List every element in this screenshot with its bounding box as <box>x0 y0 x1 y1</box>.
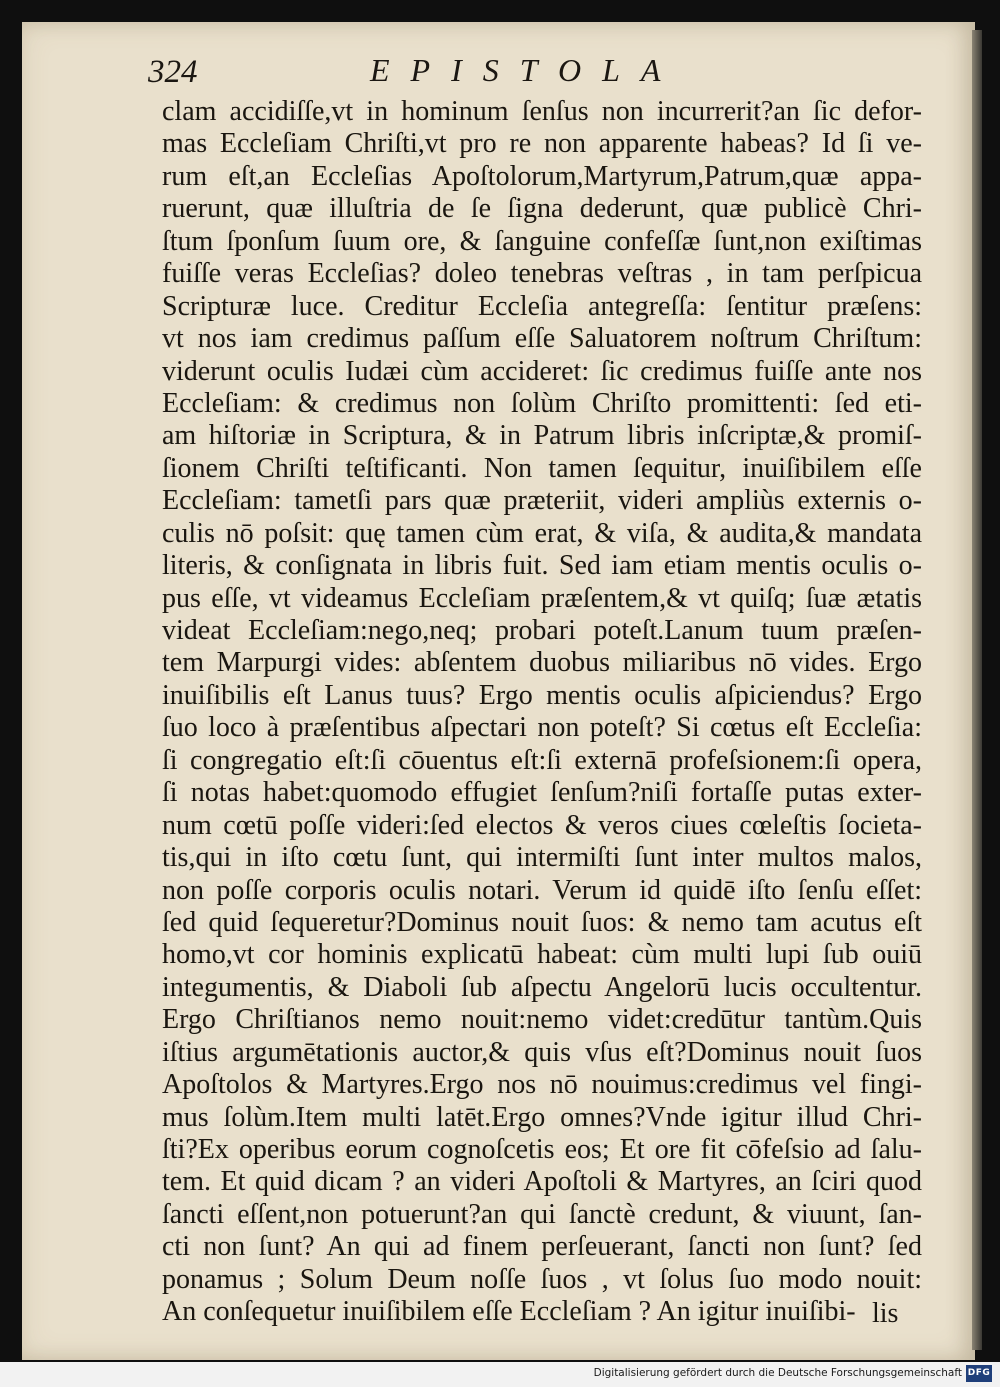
text-line: ſed quid ſequeretur?Dominus nouit ſuos: & nemo tam acutus eſt <box>162 906 922 938</box>
footer-bar <box>0 1362 1000 1387</box>
catchword: lis <box>872 1298 899 1329</box>
text-line: Scripturæ luce. Creditur Eccleſia antegreſſa: ſentitur præſens: <box>162 290 922 322</box>
text-line: rum eſt,an Eccleſias Apoſtolorum,Martyrum,Patrum,quæ appa- <box>162 160 922 192</box>
text-line: ruerunt, quæ illuſtria de ſe ſigna dederunt, quæ publicè Chri- <box>162 193 922 225</box>
text-line: clam accidiſſe,vt in hominum ſenſus non incurrerit?an ſic defor- <box>162 96 922 127</box>
text-line: ſuo loco à præſentibus aſpectari non poteſt? Si cœtus eſt Eccleſia: <box>162 712 922 744</box>
dfg-logo-icon: DFG <box>966 1365 992 1382</box>
text-line: culis nō poſsit: quę tamen cùm erat, & viſa, & audita,& mandata <box>162 517 922 549</box>
text-line: tem Marpurgi vides: abſentem duobus miliaribus nō vides. Ergo <box>162 647 922 679</box>
footer-credit: Digitalisierung gefördert durch die Deutsche Forschungsgemeinschaft <box>593 1367 962 1379</box>
text-line: num cœtū poſſe videri:ſed electos & veros ciues cœleſtis ſocieta- <box>162 809 922 841</box>
text-line: ſionem Chriſti teſtificanti. Non tamen ſequitur, inuiſibilem eſſe <box>162 452 922 484</box>
text-line: ſi congregatio eſt:ſi cōuentus eſt:ſi externā profeſsionem:ſi opera, <box>162 744 922 776</box>
text-line: iſtius argumētationis auctor,& quis vſus eſt?Dominus nouit ſuos <box>162 1036 922 1068</box>
text-line: inuiſibilis eſt Lanus tuus? Ergo mentis oculis aſpiciendus? Ergo <box>162 679 922 711</box>
running-title: EPISTOLA <box>370 52 682 88</box>
text-line: videat Eccleſiam:nego,neq; probari poteſt.Lanum tuum præſen- <box>162 615 922 646</box>
text-line: am hiſtoriæ in Scriptura, & in Patrum libris inſcriptæ,& promiſ- <box>162 420 922 452</box>
text-line: viderunt oculis Iudæi cùm accideret: ſic credimus fuiſſe ante nos <box>162 355 922 387</box>
text-line: literis, & conſignata in libris fuit. Sed iam etiam mentis oculis o- <box>162 550 922 582</box>
text-line: ſti?Ex operibus eorum cognoſcetis eos; Et ore fit cōfeſsio ad ſalu- <box>162 1134 922 1165</box>
text-line: mas Eccleſiam Chriſti,vt pro re non apparente habeas? Id ſi ve- <box>162 128 922 160</box>
text-line: homo,vt cor hominis explicatū habeat: cùm multi lupi ſub ouiū <box>162 939 922 971</box>
text-line: vt nos iam credimus paſſum eſſe Saluatorem noſtrum Chriſtum: <box>162 323 922 355</box>
text-line: non poſſe corporis oculis notari. Verum id quidē iſto ſenſu eſſet: <box>162 874 922 906</box>
page-edge-shadow <box>972 30 982 1350</box>
text-line: An conſequetur inuiſibilem eſſe Eccleſiam ? An igitur inuiſibi- <box>162 1296 856 1328</box>
text-line: ſtum ſponſum ſuum ore, & ſanguine confeſſæ ſunt,non exiſtimas <box>162 225 922 257</box>
text-line: integumentis, & Diaboli ſub aſpectu Angelorū lucis occultentur. <box>162 971 922 1003</box>
text-line: Apoſtolos & Martyres.Ergo nos nō nouimus:credimus vel fingi- <box>162 1069 922 1101</box>
text-line: ſi notas habet:quomodo effugiet ſenſum?niſi fortaſſe putas exter- <box>162 777 922 809</box>
text-line: ponamus ; Solum Deum noſſe ſuos , vt ſolus ſuo modo nouit: <box>162 1263 922 1295</box>
text-line: Eccleſiam: & credimus non ſolùm Chriſto promittenti: ſed eti- <box>162 387 922 419</box>
text-line: ſancti eſſent,non potuerunt?an qui ſanctè credunt, & viuunt, ſan- <box>162 1198 922 1230</box>
text-line: mus ſolùm.Item multi latēt.Ergo omnes?Vnde igitur illud Chri- <box>162 1101 922 1133</box>
text-line: fuiſſe veras Eccleſias? doleo tenebras veſtras , in tam perſpicua <box>162 258 922 290</box>
page-number: 324 <box>148 54 198 90</box>
text-line: tem. Et quid dicam ? an videri Apoſtoli & Martyres, an ſciri quod <box>162 1166 922 1198</box>
body-text <box>162 96 922 1329</box>
text-line: Eccleſiam: tametſi pars quæ præteriit, videri ampliùs externis o- <box>162 485 922 517</box>
text-line: Ergo Chriſtianos nemo nouit:nemo videt:credūtur tantùm.Quis <box>162 1004 922 1036</box>
page-header <box>142 50 932 92</box>
text-line: pus eſſe, vt videamus Eccleſiam præſentem,& vt quiſq; ſuæ ætatis <box>162 582 922 614</box>
text-line: cti non ſunt? An qui ad finem perſeuerant, ſancti non ſunt? ſed <box>162 1231 922 1263</box>
text-line: tis,qui in iſto cœtu ſunt, qui intermiſti ſunt inter multos malos, <box>162 842 922 874</box>
